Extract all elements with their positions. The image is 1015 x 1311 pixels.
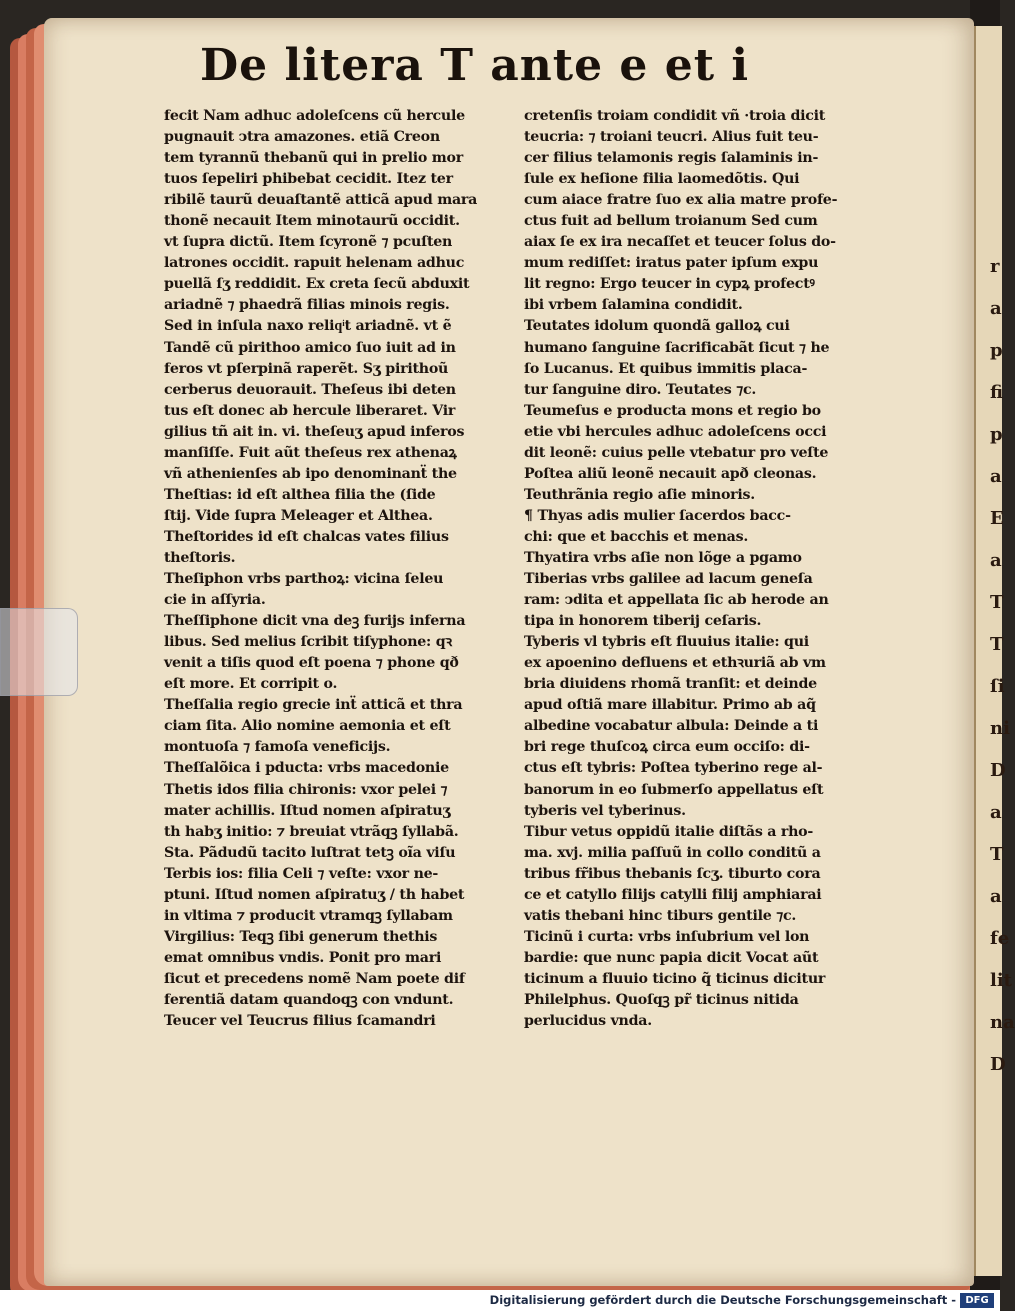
text-line: latrones occidit. rapuit helenam adhuc [164, 255, 465, 272]
facing-page-fragment: E [990, 508, 1004, 529]
facing-page-fragment: ſi [990, 676, 1005, 697]
text-line: cie in aſſyria. [164, 592, 266, 609]
text-line: tipa in honorem tiberij ceſaris. [524, 613, 762, 630]
text-line: Virgilius: Teqꝫ ſibi generum thethis [164, 928, 438, 945]
facing-page-fragment: r [990, 256, 1000, 277]
text-line: ctus fuit ad bellum troianum Sed cum [524, 213, 818, 230]
facing-page-fragment: fe [990, 928, 1010, 949]
text-line: vñ athenienſes ab ipo denominanẗ the [164, 465, 457, 482]
facing-page-fragment: lit [990, 970, 1012, 991]
text-line: ariadnẽ ⁊ phaedrã filias minois regis. [164, 297, 450, 314]
facing-page-fragment: T [990, 844, 1004, 865]
dfg-logo: DFG [960, 1293, 994, 1308]
text-line: ſtij. Vide ſupra Meleager et Althea. [164, 507, 433, 524]
text-line: Poſtea aliũ leonẽ necauit apð cleonas. [524, 465, 817, 482]
text-line: ce et catyllo filijs catylli filij amphiarai [524, 886, 822, 903]
page-marker-tab [0, 608, 78, 696]
text-line: Teuthrãnia regio aſie minoris. [524, 486, 755, 503]
text-line: ribilẽ taurũ deuaſtantẽ atticã apud mara [164, 192, 478, 209]
text-line: ptuni. Iſtud nomen aſpiratuʒ / th habet [164, 886, 465, 903]
text-line: teucria: ⁊ troiani teucri. Alius fuit teu- [524, 129, 819, 146]
text-line: lit regno: Ergo teucer in cypꝝ profectꝰ [524, 276, 815, 293]
text-line: ciam ſita. Alio nomine aemonia et eſt [164, 718, 451, 735]
facing-page-fragment: ni [990, 718, 1010, 739]
text-line: vt ſupra dictũ. Item ſcyronẽ ⁊ pcuſten [164, 234, 453, 251]
text-line: Sed in inſula naxo reliqͥt ariadnẽ. vt ẽ [164, 318, 452, 335]
text-line: ram: ↄdita et appellata ſic ab herode an [524, 592, 829, 609]
text-line: in vltima ⁊ producit vtramqꝫ ſyllabam [164, 907, 453, 924]
text-line: manſiſſe. Fuit aũt theſeus rex athenaꝝ [164, 444, 457, 461]
facing-page-fragment: a [990, 550, 1002, 571]
text-line: Philelphus. Quoſqꝫ pr̃ ticinus nitida [524, 991, 799, 1008]
text-line: bri rege thuſcoꝝ circa eum occiſo: di- [524, 739, 810, 756]
text-line: ¶ Thyas adis mulier ſacerdos bacc- [524, 507, 791, 524]
text-line: albedine vocabatur albula: Deinde a ti [524, 718, 819, 735]
text-line: pugnauit ↄtra amazones. etiã Creon [164, 129, 440, 146]
text-line: ctus eſt tybris: Poſtea tyberino rege al- [524, 760, 823, 777]
text-line: ſicut et precedens nomẽ Nam poete dif [164, 970, 465, 987]
facing-page-fragment: D [990, 760, 1006, 781]
text-line: mum rediſſet: iratus pater ipſum expu [524, 255, 819, 272]
text-line: tur ſanguine diro. Teutates ⁊c. [524, 381, 757, 398]
text-line: Tyberis vl tybris eſt fluuius italie: qui [524, 634, 809, 651]
text-line: libus. Sed melius ſcribit tiſyphone: qꝛ [164, 634, 452, 651]
text-column-left [164, 106, 512, 1032]
facing-page-fragment: a [990, 298, 1002, 319]
text-line: montuoſa ⁊ famoſa veneficijs. [164, 739, 391, 756]
facing-page-edge [974, 26, 1015, 1276]
text-line: Tandẽ cũ pirithoo amico ſuo iuit ad in [164, 339, 456, 356]
text-line: venit a tiſis quod eſt poena ⁊ phone qð [164, 655, 459, 672]
text-line: Terbis ios: filia Celi ⁊ veſte: vxor ne- [164, 865, 439, 882]
text-line: bria diuidens rhomã tranſit: et deinde [524, 676, 817, 693]
text-line: tyberis vel tyberinus. [524, 802, 686, 819]
text-line: Theſſalia regio grecie inẗ atticã et thra [164, 697, 463, 714]
text-line: ticinum a fluuio ticino q̃ ticinus dicitur [524, 970, 826, 987]
text-line: Theſtorides id eſt chalcas vates filius [164, 528, 449, 545]
facing-page-fragment: p [990, 424, 1003, 445]
text-line: tribus fr̃ibus thebanis ſcʒ. tiburto cora [524, 865, 821, 882]
text-line: chi: que et bacchis et menas. [524, 528, 749, 545]
text-line: tuos ſepeliri phibebat cecidit. Itez ter [164, 171, 453, 188]
text-line: gilius tñ ait in. vi. theſeuʒ apud inferos [164, 423, 465, 440]
text-line: Thetis idos filia chironis: vxor pelei ⁊ [164, 781, 448, 798]
text-line: puellã ſʒ reddidit. Ex creta ſecũ abduxit [164, 276, 470, 293]
text-line: bardie: que nunc papia dicit Vocat aũt [524, 949, 819, 966]
text-line: mater achillis. Iſtud nomen aſpiratuʒ [164, 802, 451, 819]
text-line: th habʒ initio: ⁊ breuiat vtrãqꝫ ſyllabã. [164, 823, 459, 840]
text-line: tem tyrannũ thebanũ qui in prelio mor [164, 150, 463, 167]
text-line: ma. xvj. milia paſſuũ in collo conditũ a [524, 844, 821, 861]
text-line: Teutates idolum quondã galloꝝ cui [524, 318, 790, 335]
text-line: theſtoris. [164, 549, 236, 566]
text-line: fecit Nam adhuc adoleſcens cũ hercule [164, 108, 465, 124]
text-line: thonẽ necauit Item minotaurũ occidit. [164, 213, 460, 230]
text-line: ſo Lucanus. Et quibus immitis placa- [524, 360, 808, 377]
text-line: Theſſiphone dicit vna deꝫ furijs inferna [164, 613, 466, 630]
text-line: humano ſanguine ſacrificabãt ſicut ⁊ he [524, 339, 830, 356]
text-line: emat omnibus vndis. Ponit pro mari [164, 949, 442, 966]
text-line: aiax ſe ex ira necaſſet et teucer ſolus do- [524, 234, 836, 251]
text-line: cerberus deuorauit. Theſeus ibi deten [164, 381, 456, 398]
text-line: apud oſtiã mare illabitur. Primo ab aq̃ [524, 697, 816, 714]
text-line: cer filius telamonis regis ſalaminis in- [524, 150, 819, 167]
text-line: ex apoenino defluens et ethꝛuriã ab vm [524, 655, 826, 672]
facing-page-fragment: a [990, 886, 1002, 907]
facing-page-fragment: T [990, 634, 1004, 655]
text-column-right [524, 106, 870, 1032]
text-line: ferentiã datam quandoqꝫ con vndunt. [164, 991, 454, 1008]
text-line: etie vbi hercules adhuc adoleſcens occi [524, 423, 827, 440]
text-line: cretenſis troiam condidit vñ ·troia dicit [524, 108, 826, 124]
footer-bar [0, 1290, 1000, 1311]
facing-page-fragment: p [990, 340, 1003, 361]
text-line: Theſtias: id eſt althea filia the (ſide [164, 486, 436, 503]
funding-credit: Digitalisierung gefördert durch die Deutsche Forschungsgemeinschaft - [489, 1293, 956, 1307]
running-head: De litera T ante e et i [200, 40, 750, 91]
facing-page-fragment: fi [990, 382, 1004, 403]
text-line: feros vt pſerpinã raperẽt. Sʒ pirithoũ [164, 360, 449, 377]
text-line: Teucer vel Teucrus filius ſcamandri [164, 1013, 436, 1030]
facing-page-fragment: a [990, 802, 1002, 823]
text-line: vatis thebani hinc tiburs gentile ⁊c. [524, 907, 797, 924]
text-line: Tiberias vrbs galilee ad lacum geneſa [524, 571, 813, 588]
text-line: Tibur vetus oppidũ italie diſtãs a rho- [524, 823, 814, 840]
text-line: Theſſalõica i pducta: vrbs macedonie [164, 760, 449, 777]
text-line: ſule ex heſione filia laomedõtis. Qui [524, 171, 800, 188]
text-line: Teumeſus e producta mons et regio bo [524, 402, 821, 419]
facing-page-fragment: na [990, 1012, 1015, 1033]
facing-page-fragment: a [990, 466, 1002, 487]
text-line: ibi vrbem ſalamina condidit. [524, 297, 743, 314]
text-line: Theſiphon vrbs parthoꝝ: vicina ſeleu [164, 571, 444, 588]
text-line: banorum in eo ſubmerſo appellatus eſt [524, 781, 824, 798]
text-line: dit leonẽ: cuius pelle vtebatur pro veſte [524, 444, 829, 461]
text-line: tus eſt donec ab hercule liberaret. Vir [164, 402, 456, 419]
text-line: eſt more. Et corripit o. [164, 676, 338, 693]
text-line: Thyatira vrbs aſie non lõge a pgamo [524, 549, 802, 566]
text-line: cum aiace fratre ſuo ex alia matre profe- [524, 192, 838, 209]
facing-page-fragment: T [990, 592, 1004, 613]
text-line: perlucidus vnda. [524, 1013, 652, 1030]
text-line: Ticinũ i curta: vrbs inſubrium vel lon [524, 928, 810, 945]
facing-page-fragment: D [990, 1054, 1006, 1075]
text-line: Sta. Pãdudũ tacito luſtrat tetꝫ oĩa viſu [164, 844, 456, 861]
